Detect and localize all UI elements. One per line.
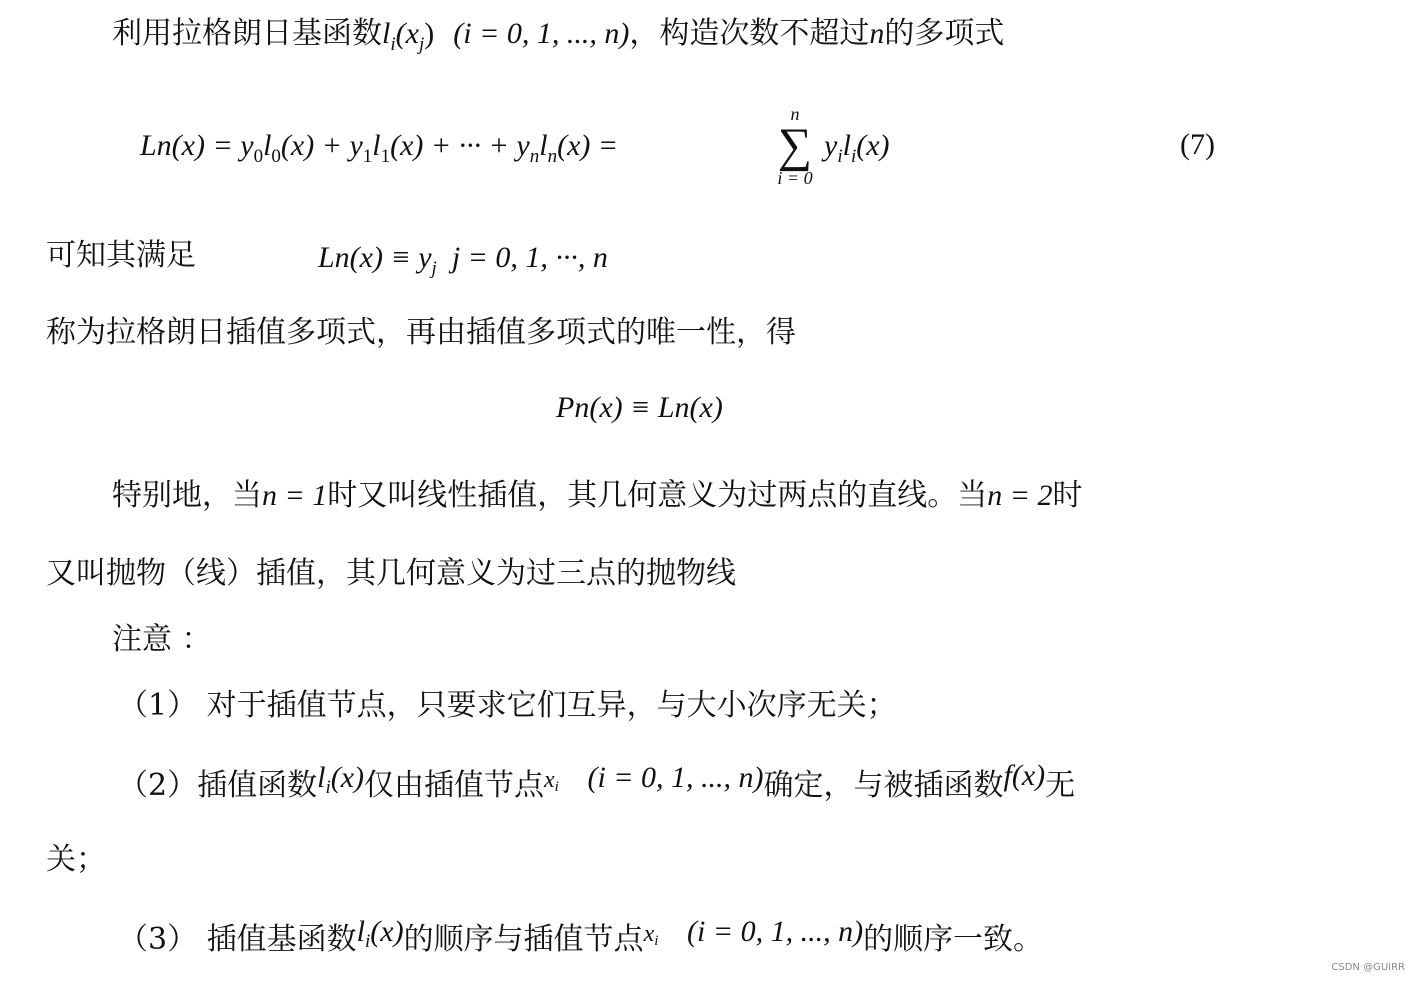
item-text: 的顺序一致。 <box>863 922 1044 957</box>
item-number: （1） <box>118 688 198 723</box>
eq-subscript: i <box>837 146 843 167</box>
math-arg: (x) <box>330 761 365 794</box>
eq-term: Ln(x) ≡ y <box>318 241 432 274</box>
eq-subscript: 0 <box>271 146 281 167</box>
eq-subscript: i <box>850 146 857 167</box>
paragraph-uniqueness: 称为拉格朗日插值多项式，再由插值多项式的唯一性，得 <box>46 315 796 350</box>
eq-subscript: 0 <box>253 146 264 167</box>
math-close: ) <box>424 17 435 50</box>
math-l: l <box>356 915 365 948</box>
eq-subscript: j <box>431 258 437 279</box>
note-title: 注意 ： <box>112 622 212 657</box>
math-arg: (x) <box>370 915 404 948</box>
math-f: f(x) <box>1003 759 1046 792</box>
eq-subscript: n <box>547 146 558 167</box>
item-text: 的顺序与插值节点 <box>403 922 644 957</box>
eq-term: y <box>349 129 363 162</box>
math-var-n: n <box>869 17 885 50</box>
eq-term: l <box>372 129 381 162</box>
math-basis-l: l <box>382 17 391 50</box>
item-text: 确定，与被插函数 <box>763 768 1004 803</box>
eq-term: l <box>842 129 851 162</box>
math-subscript: j <box>418 34 425 55</box>
math-subscript: i <box>364 931 371 952</box>
math-subscript: i <box>654 933 659 949</box>
eq-term: l <box>539 129 548 162</box>
eq-subscript: n <box>529 146 540 167</box>
sum-upper-limit: n <box>790 104 800 124</box>
note-item-3 <box>118 915 1044 965</box>
equation-number: (7) <box>1180 128 1215 161</box>
item-text: 无 <box>1045 768 1076 803</box>
note-item-2-continued: 关； <box>46 842 106 877</box>
item-text: 插值函数 <box>197 768 318 803</box>
eq-subscript: 1 <box>380 146 391 167</box>
paragraph-special-cases <box>112 476 1083 516</box>
eq-term: y <box>240 129 254 162</box>
math-index-range: (i = 0, 1, ..., n) <box>453 17 630 50</box>
eq-term: (x) + <box>280 129 350 162</box>
note-item-1 <box>118 686 897 726</box>
text-segment: 的多项式 <box>884 16 1005 51</box>
item-text: 对于插值节点，只要求它们互异，与大小次序无关； <box>206 688 897 723</box>
math-index-range: (i = 0, 1, ..., n) <box>687 915 864 948</box>
eq-term: (x) + ··· + <box>390 129 517 162</box>
item-text: 插值基函数 <box>206 922 357 957</box>
equation-sum-body <box>824 126 890 170</box>
paragraph-parabolic: 又叫抛物（线）插值，其几何意义为过三点的抛物线 <box>46 556 736 591</box>
equation-lagrange-polynomial <box>140 126 618 170</box>
text-segment: 时 <box>1052 478 1083 513</box>
math-n-equals-2: n = 2 <box>987 479 1053 512</box>
eq-term: l <box>263 129 272 162</box>
eq-term: y <box>824 129 838 162</box>
math-x: x <box>544 767 555 793</box>
text-segment: 特别地，当 <box>112 478 262 513</box>
math-arg: (x <box>395 17 419 50</box>
math-n-equals-1: n = 1 <box>262 479 328 512</box>
math-subscript: i <box>554 779 559 795</box>
paragraph-basis-functions <box>112 14 1004 58</box>
paragraph-satisfies: 可知其满足 <box>46 238 196 273</box>
item-number: （2） <box>118 768 198 803</box>
summation-symbol <box>768 104 822 192</box>
equation-pn-ln: Pn(x) ≡ Ln(x) <box>556 391 723 424</box>
sum-lower-limit: i = 0 <box>777 168 813 188</box>
text-segment: 时又叫线性插值，其几何意义为过两点的直线。当 <box>327 478 988 513</box>
item-text: 仅由插值节点 <box>364 768 545 803</box>
watermark: CSDN @GUIRR <box>1331 962 1405 973</box>
math-subscript: i <box>325 777 331 798</box>
math-l: l <box>317 761 326 794</box>
text-segment: 利用拉格朗日基函数 <box>112 16 382 51</box>
eq-term: (x) = <box>557 129 619 162</box>
equation-interpolation-condition <box>318 238 608 282</box>
text-segment: ，构造次数不超过 <box>629 16 870 51</box>
math-index-range: (i = 0, 1, ..., n) <box>587 761 764 794</box>
math-subscript: i <box>390 34 396 55</box>
eq-term: j = 0, 1, ···, n <box>451 241 608 274</box>
eq-subscript: 1 <box>362 146 373 167</box>
eq-lhs: Ln(x) = <box>140 129 241 162</box>
note-item-2 <box>118 759 1076 811</box>
sigma-icon: ∑ <box>777 119 813 172</box>
item-number: （3） <box>118 922 198 957</box>
math-x: x <box>643 921 655 947</box>
eq-term: y <box>516 129 530 162</box>
eq-term: (x) <box>856 129 890 162</box>
